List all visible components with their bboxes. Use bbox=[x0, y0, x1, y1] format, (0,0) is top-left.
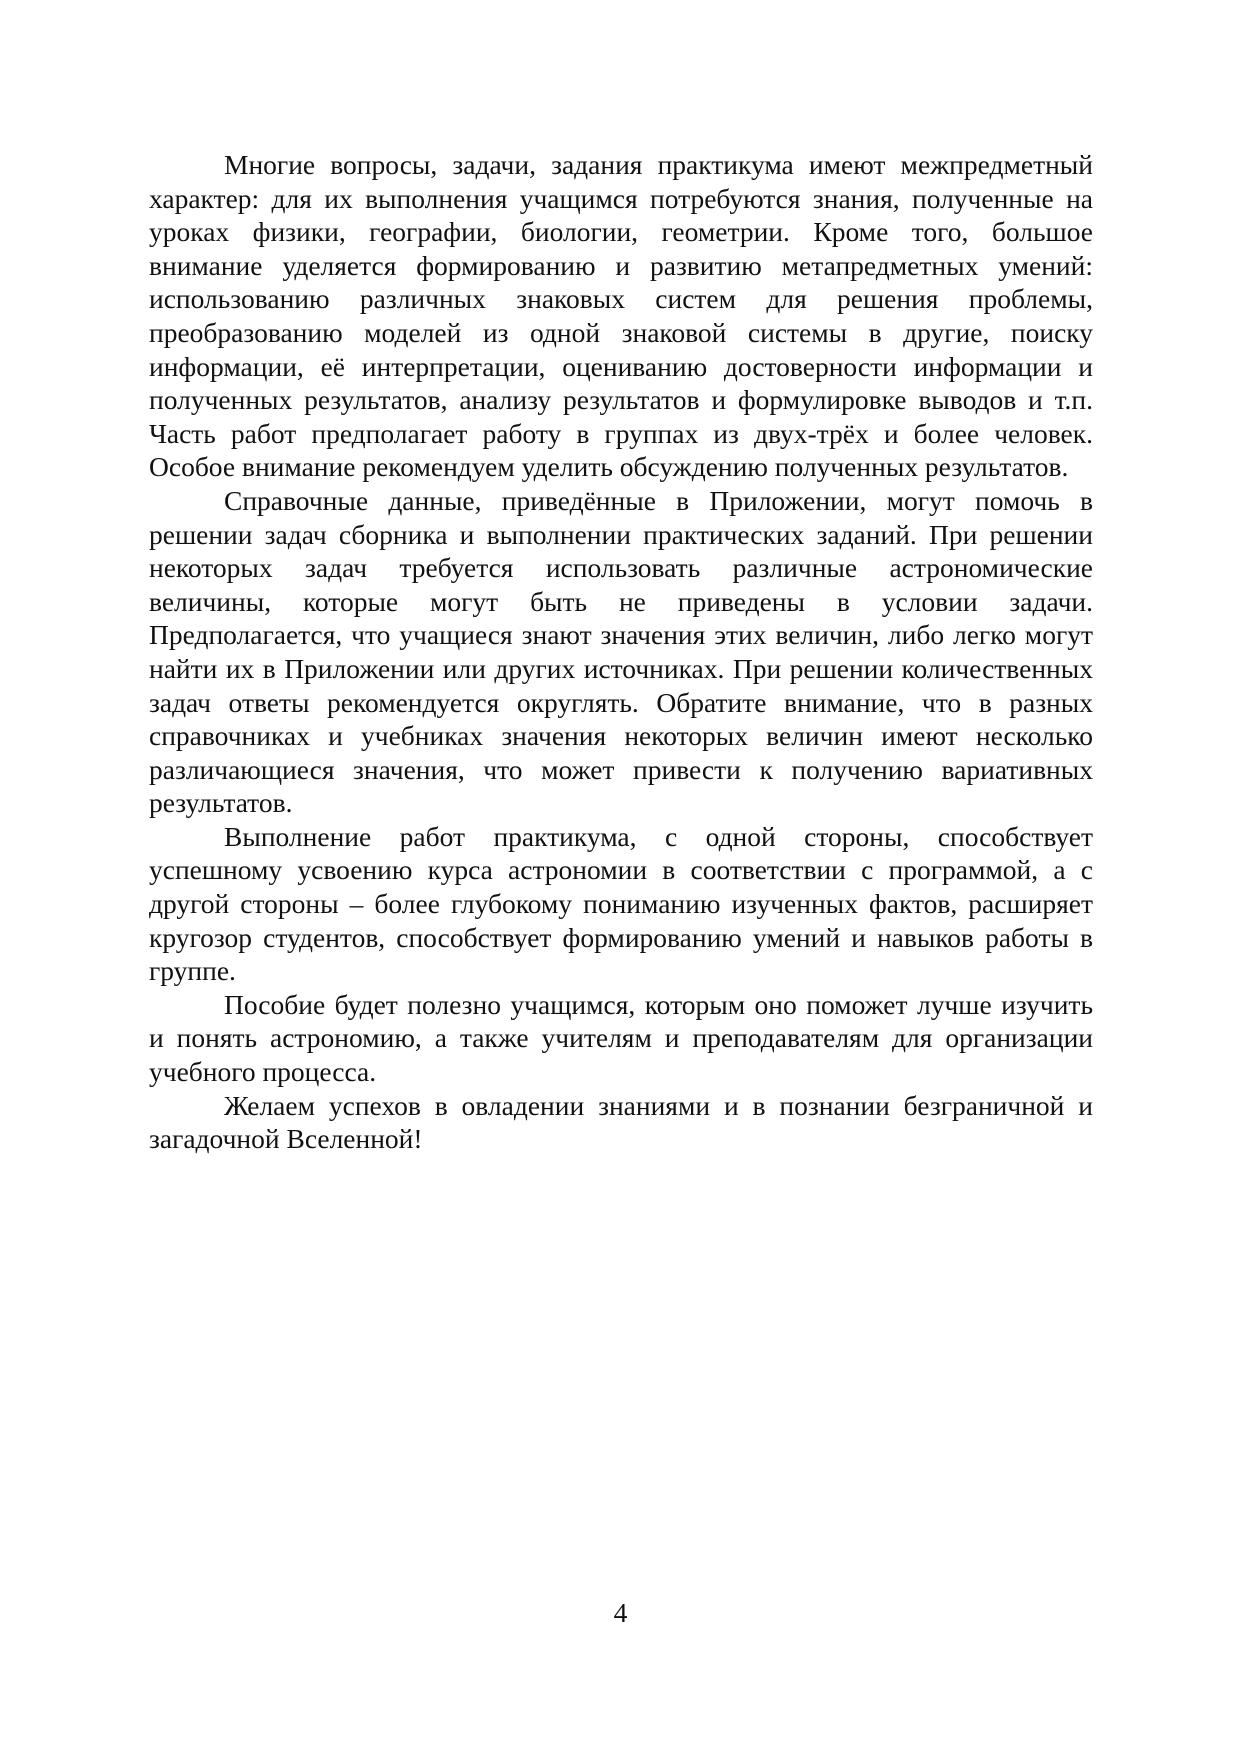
paragraph-interdisciplinary: Многие вопросы, задачи, задания практикума имеют межпредметный характер: для их выполнения учащимся потребуются знания, полученные на уроках физики, географии, биологии, геометрии. Кроме того, большое внимание уделяется формированию и развитию метапредметных умений: использованию различных знаковых систем для решения проблемы, преобразованию моделей из одной знаковой системы в другие, поиску информации, её интерпретации, оцениванию достоверности информации и полученных результатов, анализу результатов и формулировке выводов и т.п. Часть работ предполагает работу в группах из двух-трёх и более человек. Особое внимание рекомендуем уделить обсуждению полученных результатов. bbox=[149, 149, 1093, 483]
paragraph-closing-wish: Желаем успехов в овладении знаниями и в познании безграничной и загадочной Вселенной! bbox=[149, 1089, 1093, 1155]
page-number: 4 bbox=[613, 1597, 628, 1628]
paragraph-audience: Пособие будет полезно учащимся, которым оно поможет лучше изучить и понять астрономию, а также учителям и преподавателям для организации учебного процесса. bbox=[149, 988, 1093, 1088]
paragraph-workshop-benefits: Выполнение работ практикума, с одной стороны, способствует успешному усвоению курса астрономии в соответствии с программой, а с другой стороны – более глубокому пониманию изученных фактов, расширяет кругозор студентов, способствует формированию умений и навыков работы в группе. bbox=[149, 820, 1093, 987]
page-body bbox=[149, 148, 1093, 1156]
paragraph-reference-data: Справочные данные, приведённые в Приложении, могут помочь в решении задач сборника и выполнении практических заданий. При решении некоторых задач требуется использовать различные астрономические величины, которые могут быть не приведены в условии задачи. Предполагается, что учащиеся знают значения этих величин, либо легко могут найти их в Приложении или других источниках. При решении количественных задач ответы рекомендуется округлять. Обратите внимание, что в разных справочниках и учебниках значения некоторых величин имеют несколько различающиеся значения, что может привести к получению вариативных результатов. bbox=[149, 484, 1093, 819]
